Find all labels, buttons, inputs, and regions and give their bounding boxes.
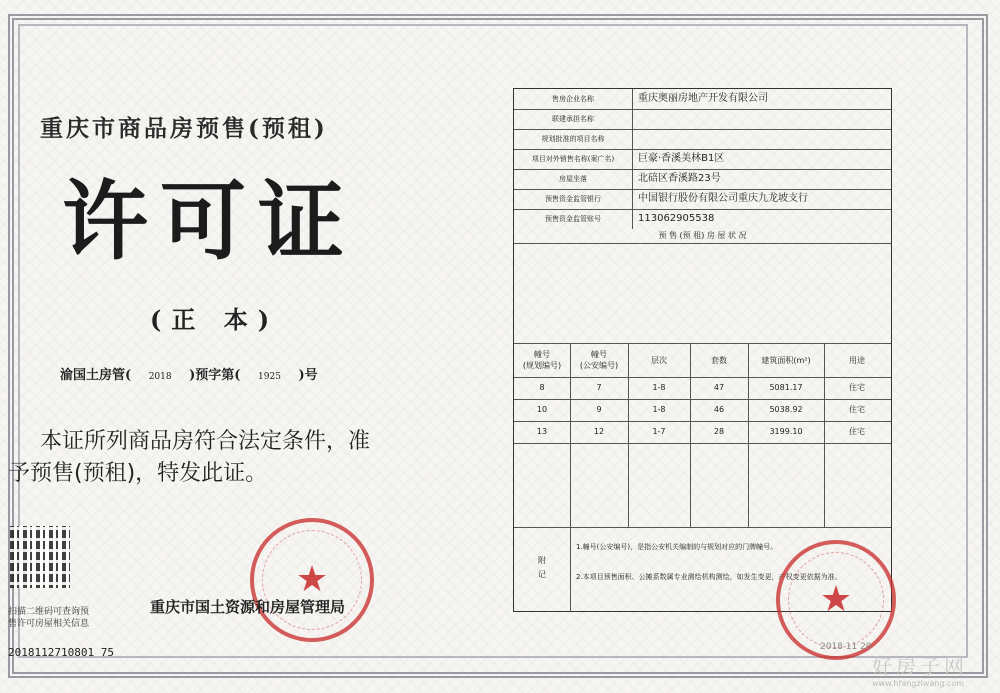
- note-1: 1.幢号(公安编号)，是指公安机关编制的与规划对应的门牌幢号。: [576, 543, 778, 551]
- header-cell: 用途: [849, 355, 865, 365]
- cell: 7: [570, 377, 629, 399]
- certificate-title: 许可证: [62, 171, 356, 272]
- info-row: [514, 109, 891, 130]
- info-label: 联建承担名称: [514, 109, 633, 129]
- qr-caption-line1: 扫描二维码可查询预: [8, 607, 90, 617]
- cell: 5038.92: [748, 399, 825, 421]
- permit-suffix: )号: [298, 368, 318, 383]
- info-value: 中国银行股份有限公司重庆九龙坡支行: [638, 193, 808, 204]
- column-line: [748, 443, 749, 527]
- note-2: 2.本项目预售面积、公摊系数属专业测绘机构测绘，如发生变更，产权变更依据为准。: [576, 573, 842, 581]
- cell: 8: [514, 377, 571, 399]
- section-title: 预 售 (预 租) 房 屋 状 况: [514, 229, 891, 244]
- column-line: [628, 443, 629, 527]
- statement-line-2: 予预售(预租)，特发此证。: [8, 461, 268, 486]
- issue-date: 2018 11 20: [820, 642, 872, 652]
- star-icon: ★: [819, 579, 853, 620]
- cell: 12: [570, 421, 629, 443]
- statement-line-1: 本证所列商品房符合法定条件，准: [40, 429, 371, 454]
- header-cell: 幢号 (规划编号): [514, 343, 571, 377]
- header-cell: 建筑面积(m²): [748, 343, 825, 377]
- cell: 28: [690, 421, 749, 443]
- table-row: [514, 399, 891, 422]
- copy-type: (正 本): [150, 305, 280, 334]
- notes-label: 附记: [514, 528, 571, 612]
- permit-mid: )预字第(: [189, 368, 241, 383]
- info-value: 113062905538: [638, 213, 715, 224]
- cell: 5081.17: [748, 377, 825, 399]
- qr-code-icon[interactable]: [10, 526, 70, 588]
- info-label: 规划批准的项目名称: [514, 129, 633, 149]
- column-line: [570, 443, 571, 527]
- permit-number: [60, 364, 318, 383]
- info-value: 重庆奥丽房地产开发有限公司: [638, 93, 768, 104]
- info-row: [514, 189, 891, 210]
- info-row: [514, 169, 891, 190]
- seal-ring: [788, 552, 884, 648]
- info-row: [514, 209, 891, 229]
- cell: 1-7: [628, 421, 691, 443]
- info-row: [514, 149, 891, 170]
- header-cell: 幢号 (公安编号): [570, 343, 629, 377]
- watermark-logo: [872, 650, 982, 690]
- info-label: 预售资金监管账号: [514, 209, 633, 229]
- permit-no: 1925: [258, 372, 281, 382]
- cell: 46: [690, 399, 749, 421]
- info-table: [513, 88, 892, 612]
- watermark-url: www.hfangziwang.com: [872, 679, 965, 688]
- permit-prefix: 渝国土房管(: [60, 368, 132, 383]
- info-label: 售房企业名称: [514, 89, 633, 109]
- table-row: [514, 377, 891, 400]
- star-icon: ★: [295, 559, 329, 600]
- table-header: [514, 343, 891, 378]
- blank-area: [514, 243, 891, 344]
- cell: 10: [514, 399, 571, 421]
- header-cell: 层次: [628, 343, 691, 377]
- table-row: [514, 421, 891, 444]
- qr-caption: [8, 606, 89, 630]
- official-seal: [250, 518, 374, 642]
- permit-year: 2018: [148, 372, 172, 382]
- cell: 13: [514, 421, 571, 443]
- cell: 住宅: [849, 427, 865, 436]
- info-value: 北碚区香溪路23号: [638, 173, 721, 184]
- info-label: 房屋坐落: [514, 169, 633, 189]
- header-cell: 套数: [690, 343, 749, 377]
- cell: 3199.10: [748, 421, 825, 443]
- info-value: 巨豪·香溪美林B1区: [638, 153, 725, 164]
- cell: 9: [570, 399, 629, 421]
- info-row: [514, 89, 891, 110]
- serial-number: 2018112710801 75: [8, 646, 114, 659]
- certificate-subtitle: 重庆市商品房预售(预租): [40, 115, 328, 142]
- cell: 1-8: [628, 377, 691, 399]
- info-label: 预售资金监管银行: [514, 189, 633, 209]
- cell: 1-8: [628, 399, 691, 421]
- qr-caption-line2: 售许可房屋相关信息: [8, 619, 90, 629]
- cell: 住宅: [849, 383, 865, 392]
- watermark-name: 好房子网: [872, 654, 968, 678]
- issuing-authority: 重庆市国土资源和房屋管理局: [150, 598, 346, 616]
- cell: 住宅: [849, 405, 865, 414]
- info-row: [514, 129, 891, 150]
- column-line: [824, 443, 825, 527]
- cell: 47: [690, 377, 749, 399]
- column-line: [690, 443, 691, 527]
- info-label: 项目对外销售名称(案广名): [514, 149, 633, 169]
